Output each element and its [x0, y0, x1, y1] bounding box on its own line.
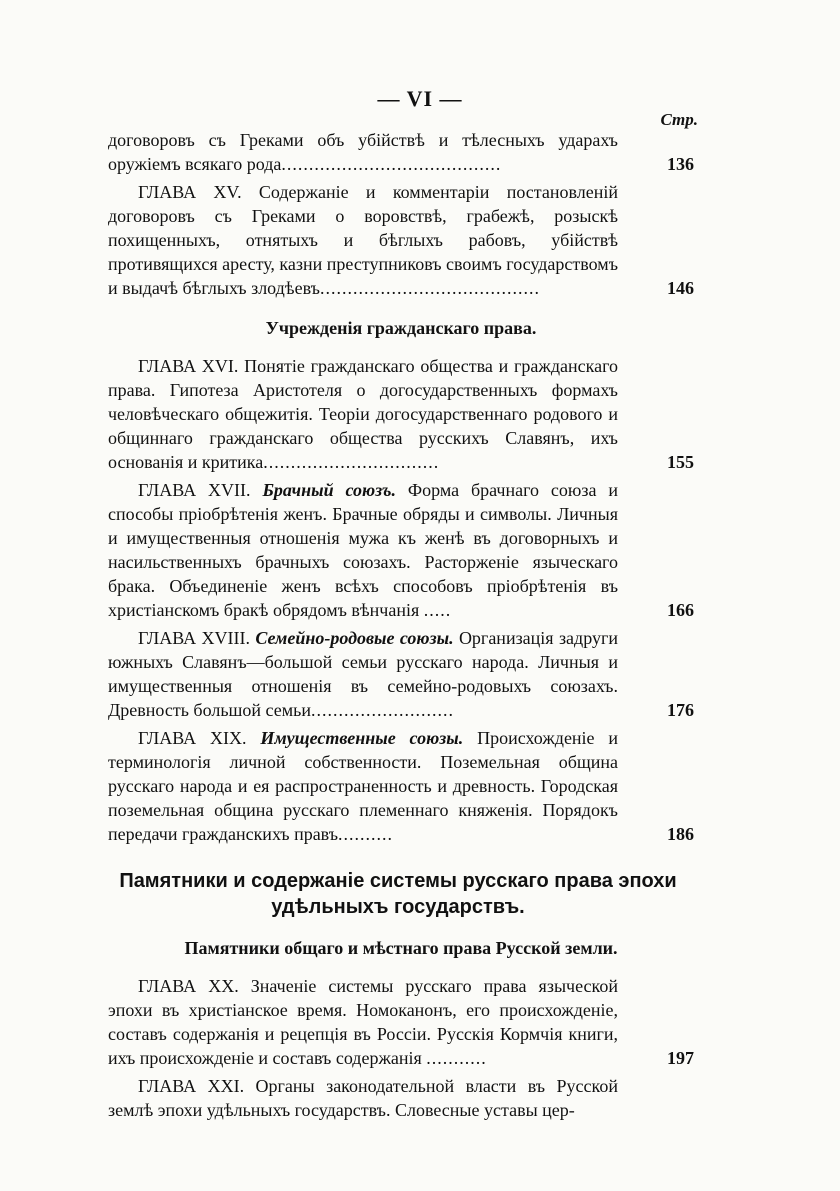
dot-leader: ................................	[263, 452, 440, 472]
section-heading: Учрежденія гражданскаго права.	[265, 318, 537, 338]
toc-entry-chapter-18	[108, 626, 694, 722]
toc-entry-continuation	[108, 128, 694, 176]
dot-leader: ...........	[426, 1048, 487, 1068]
page-ref: 197	[667, 1048, 694, 1068]
page-ref: 186	[667, 824, 694, 844]
page-column-label: Стр.	[660, 110, 698, 129]
page-ref: 136	[667, 154, 694, 174]
table-of-contents	[108, 128, 694, 1126]
dot-leader: ..........................	[310, 700, 454, 720]
chapter-title: Имущественные союзы.	[260, 728, 464, 748]
entry-text: Содержаніе и комментаріи постановленій договоровъ съ Греками о воровствѣ, грабежѣ, розыскѣ похищенныхъ, отнятыхъ и бѣглыхъ рабовъ, убійствѣ противящихся аресту, казни преступниковъ своимъ государствомъ и выдачѣ бѣглыхъ злодѣевъ	[108, 182, 618, 298]
chapter-label: ГЛАВА XXI.	[138, 1076, 245, 1096]
toc-entry-chapter-15	[108, 180, 694, 300]
page-ref: 146	[667, 278, 694, 298]
chapter-label: ГЛАВА XX.	[138, 976, 239, 996]
dot-leader: .....	[423, 600, 452, 620]
entry-text: Значеніе системы русскаго права языческой эпохи въ христіанское время. Номоканонъ, его происхожденіе, составъ содержанія и рецепція въ Россіи. Русскія Кормчія книги, ихъ происхожденіе и составъ содержанія	[108, 976, 618, 1068]
entry-text: Происхожденіе и терминологія личной собственности. Поземельная община русскаго народа и ея распространенность и древность. Городская поземельная община русскаго племеннаго княженія. Порядокъ передачи гражданскихъ правъ	[108, 728, 619, 844]
chapter-label: ГЛАВА XVI.	[138, 356, 239, 376]
part-heading: Памятники и содержаніе системы русскаго права эпохи удѣльныхъ государствъ.	[119, 870, 677, 918]
entry-text: Органы законодательной власти въ Русской землѣ эпохи удѣльныхъ государствъ. Словесные уставы цер-	[108, 1076, 619, 1120]
page-ref: 155	[667, 452, 694, 472]
page-ref: 166	[667, 600, 694, 620]
chapter-label: ГЛАВА XIX.	[138, 728, 247, 748]
dot-leader: ........................................	[319, 278, 540, 298]
entry-text: Организація задруги южныхъ Славянъ—большой семьи русскаго народа. Личныя и имущественныя отношенія въ семейно-родовыхъ союзахъ. Древность большой семьи	[108, 628, 618, 720]
page-ref: 176	[667, 700, 694, 720]
chapter-title: Брачный союзъ.	[262, 480, 396, 500]
toc-entry-chapter-20	[108, 974, 694, 1070]
entry-text: договоровъ съ Греками объ убійствѣ и тѣлесныхъ ударахъ оружіемъ всякаго рода	[108, 130, 618, 174]
toc-entry-chapter-16	[108, 354, 694, 474]
chapter-label: ГЛАВА XVII.	[138, 480, 251, 500]
chapter-label: ГЛАВА XV.	[138, 182, 242, 202]
section-heading: Памятники общаго и мѣстнаго права Русской земли.	[184, 938, 618, 958]
toc-entry-chapter-17	[108, 478, 694, 622]
chapter-title: Семейно-родовые союзы.	[255, 628, 454, 648]
toc-entry-chapter-19	[108, 726, 694, 846]
chapter-label: ГЛАВА XVIII.	[138, 628, 250, 648]
entry-text: Форма брачнаго союза и способы пріобрѣтенія женъ. Брачные обряды и символы. Личныя и имущественныя отношенія мужа къ женѣ въ договорныхъ и насильственныхъ брачныхъ союзахъ. Расторженіе языческаго брака. Объединеніе женъ всѣхъ способовъ пріобрѣтенія въ христіанскомъ бракѣ обрядомъ вѣнчанія	[108, 480, 619, 620]
entry-text: Понятіе гражданскаго общества и гражданскаго права. Гипотеза Аристотеля о догосударственныхъ формахъ человѣческаго общежитія. Теоріи догосударственнаго родового и общиннаго гражданскаго общества русскихъ Славянъ, ихъ основанія и критика	[108, 356, 619, 472]
page-number-header: — VI —	[377, 86, 463, 111]
toc-entry-chapter-21	[108, 1074, 694, 1122]
dot-leader: ........................................	[281, 154, 502, 174]
dot-leader: ..........	[338, 824, 394, 844]
